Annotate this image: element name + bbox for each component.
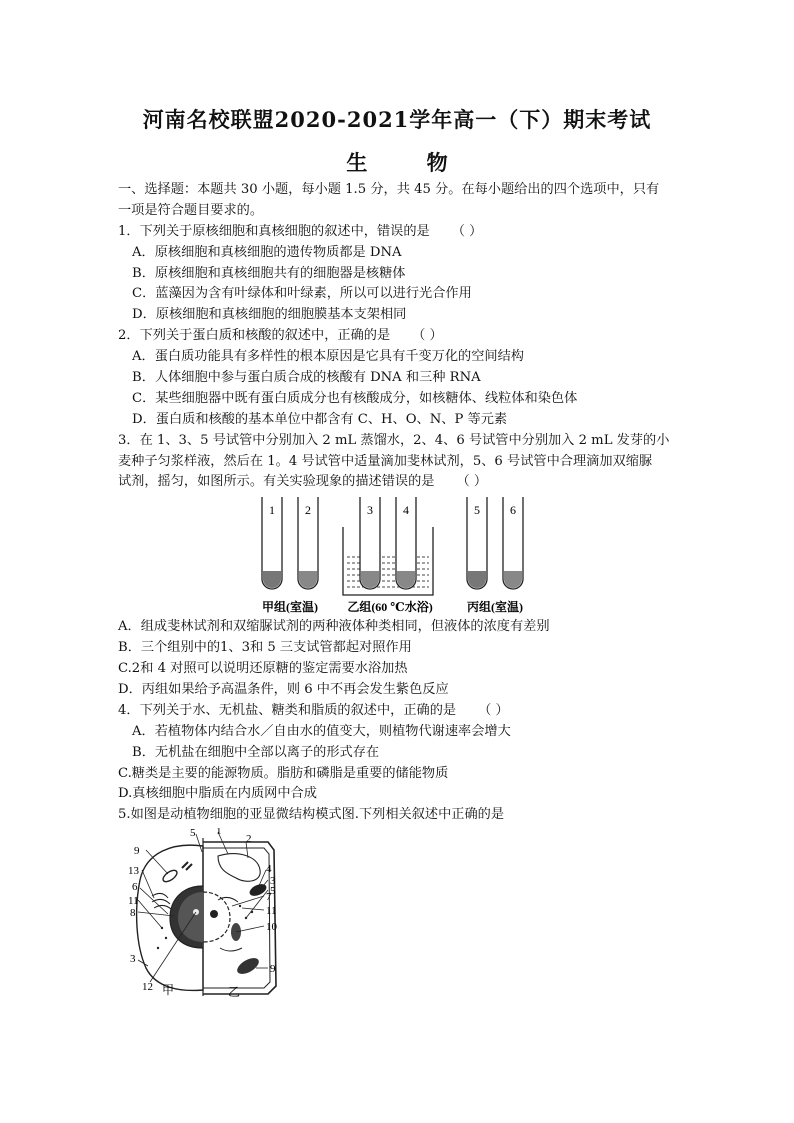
test-tube-diagram (118, 495, 683, 617)
answer-paren: （ ） (451, 223, 483, 239)
structure-label: 1 (216, 828, 222, 838)
group-caption: 甲组(室温) (262, 600, 318, 615)
section-intro-line: 一、选择题：本题共 30 小题，每小题 1.5 分，共 45 分。在每小题给出的四个选项中，只有 (118, 182, 660, 197)
question-stem-text: 1．下列关于原核细胞和真核细胞的叙述中，错误的是 (118, 223, 430, 239)
structure-label: 12 (142, 981, 153, 994)
question-4-option-a: A．若植物体内结合水／自由水的值变大，则植物代谢速率会增大 (132, 723, 511, 739)
subject-title: 生 物 (346, 150, 474, 175)
test-tube-figure (118, 495, 683, 617)
question-2-option-c: C．某些细胞器中既有蛋白质成分也有核酸成分，如核糖体、线粒体和染色体 (132, 390, 578, 406)
question-1-option-d: D．原核细胞和真核细胞的细胞膜基本支架相同 (132, 307, 407, 323)
structure-label: 5 (190, 828, 196, 840)
tube-label: 6 (510, 503, 516, 518)
tube-label: 3 (367, 503, 373, 518)
group-caption: 丙组(室温) (467, 600, 523, 615)
cell-structure-figure (118, 828, 683, 1008)
question-3-option-a: A．组成斐林试剂和双缩脲试剂的两种液体种类相同，但液体的浓度有差别 (118, 619, 550, 635)
mitochondrion (161, 868, 179, 884)
structure-label: 2 (246, 833, 252, 846)
structure-label: 13 (128, 865, 139, 878)
question-4-stem (118, 701, 683, 722)
question-5-stem: 5.如图是动植物细胞的亚显微结构模式图.下列相关叙述中正确的是 (118, 807, 505, 823)
structure-label: 8 (130, 907, 136, 920)
structure-label: 10 (266, 921, 277, 934)
structure-label: 11 (128, 895, 139, 908)
question-stem-text: 2．下列关于蛋白质和核酸的叙述中，正确的是 (118, 328, 391, 344)
tube-label: 1 (269, 503, 275, 518)
group-caption: 乙组(60 ℃水浴) (347, 600, 433, 615)
structure-label: 5 (270, 885, 276, 898)
page-title: 河南名校联盟2020-2021学年高一（下）期末考试 (142, 107, 652, 132)
centriole (182, 862, 192, 870)
figure-caption-right: 乙 (228, 985, 241, 1000)
tube-label: 2 (305, 503, 311, 518)
question-1-option-a: A．原核细胞和真核细胞的遗传物质都是 DNA (132, 244, 402, 260)
structure-label: 9 (270, 963, 276, 976)
question-4-option-c: C.糖类是主要的能源物质。脂肪和磷脂是重要的储能物质 (118, 765, 449, 781)
question-2-option-d: D．蛋白质和核酸的基本单位中都含有 C、H、O、N、P 等元素 (132, 411, 508, 427)
water-bath-container (343, 527, 433, 595)
question-1-option-b: B．原核细胞和真核细胞共有的细胞器是核糖体 (132, 265, 406, 281)
question-3-option-b: B．三个组别中的1、3和 5 三支试管都起对照作用 (118, 640, 412, 656)
cell-diagram (118, 828, 683, 1008)
structure-label: 9 (134, 845, 140, 858)
question-stem-text: 试剂，摇匀，如图所示。有关实验现象的描述错误的是 (118, 474, 435, 490)
question-3-option-c: C.2和 4 对照可以说明还原糖的鉴定需要水浴加热 (118, 661, 408, 677)
question-3-stem-line: 麦种子匀浆样液，然后在 1。4 号试管中适量滴加斐林试剂，5、6 号试管中合理滴加双缩脲 (118, 453, 653, 469)
section-intro-line: 一项是符合题目要求的。 (118, 202, 264, 218)
question-3-stem-line (118, 472, 683, 493)
chloroplast (235, 955, 262, 977)
question-3-stem-line: 3．在 1、3、5 号试管中分别加入 2 mL 蒸馏水，2、4、6 号试管中分别加入 2 mL 发芽的小 (118, 432, 670, 448)
answer-paren: （ ） (412, 328, 443, 344)
answer-paren: （ ） (478, 702, 509, 718)
water-bath-dashes (347, 557, 429, 587)
structure-label: 7 (266, 891, 272, 904)
question-3-option-d: D．丙组如果给予高温条件，则 6 中不再会发生紫色反应 (118, 682, 449, 698)
structure-label: 4 (266, 863, 272, 876)
question-4-option-b: B．无机盐在细胞中全部以离子的形式存在 (132, 744, 380, 760)
structure-label: 6 (132, 881, 138, 894)
question-2-option-a: A．蛋白质功能具有多样性的根本原因是它具有千变万化的空间结构 (132, 349, 524, 365)
exam-body (118, 180, 683, 1008)
question-1-stem (118, 222, 683, 243)
nucleolus (210, 910, 218, 918)
question-4-option-d: D.真核细胞中脂质在内质网中合成 (118, 786, 317, 802)
structure-label: 3 (130, 953, 136, 966)
question-stem-text: 4．下列关于水、无机盐、糖类和脂质的叙述中，正确的是 (118, 702, 457, 718)
question-2-stem (118, 326, 683, 347)
answer-paren: （ ） (456, 474, 488, 490)
tube-label: 5 (474, 503, 480, 518)
vacuole (218, 854, 260, 882)
question-2-option-b: B．人体细胞中参与蛋白质合成的核酸有 DNA 和三种 RNA (132, 370, 481, 386)
figure-caption-left: 甲 (162, 983, 175, 998)
structure-label: 11 (266, 905, 277, 918)
structure-label: 3 (270, 875, 276, 888)
tube-label: 4 (403, 503, 409, 518)
question-1-option-c: C．蓝藻因为含有叶绿体和叶绿素，所以可以进行光合作用 (132, 286, 472, 302)
